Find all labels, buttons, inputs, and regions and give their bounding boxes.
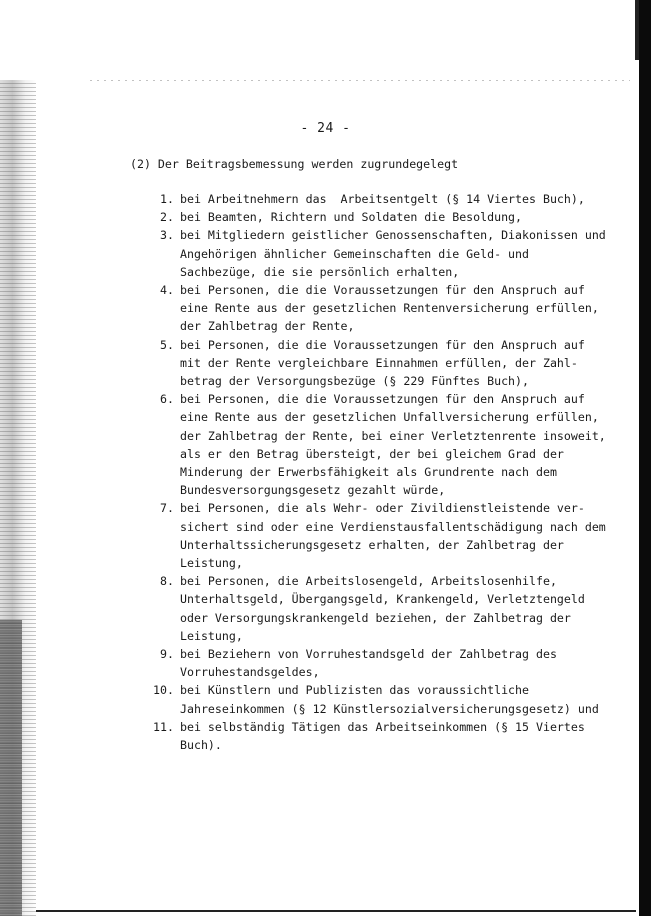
list-item-text: bei Personen, die als Wehr- oder Zivildienstleistende ver- sichert sind oder eine Verdienstausfallentschädigung nach dem Unterhaltssicherungsgesetz erhalten, der Zahlbetrag der Leistung, [180,501,606,571]
list-item [140,336,620,391]
list-item-number: 10. [153,683,174,698]
list-item-text: bei Arbeitnehmern das Arbeitsentgelt (§ 14 Viertes Buch), [180,192,585,206]
page-number: - 24 - [300,121,351,136]
scan-top-line [90,80,630,81]
list-item-number: 8. [160,574,174,589]
list-item [140,226,620,281]
list-item [140,390,620,499]
list-item-number: 1. [160,192,174,206]
list-item-number: 3. [160,228,174,243]
list-item [140,208,620,226]
list-item [140,718,620,754]
list-item-number: 6. [160,392,174,407]
list-item-number: 5. [160,337,174,352]
list-item-text: bei Mitgliedern geistlicher Genossenschaften, Diakonissen und Angehörigen ähnlicher Gemeinschaften die Geld- und Sachbezüge, die sie persönlich erhalten, [180,228,606,279]
list-item [140,190,620,208]
section-heading: (2) Der Beitragsbemessung werden zugrundegelegt [130,157,459,171]
scan-edge-right-top [635,0,639,60]
scan-edge-left-dark [0,620,22,916]
list-item-number: 2. [160,210,174,225]
list-item-text: bei Künstlern und Publizisten das voraussichtliche Jahreseinkommen (§ 12 Künstlersozialversicherungsgesetz) und [180,683,599,716]
list-item-text: bei Personen, die die Voraussetzungen für den Anspruch auf mit der Rente vergleichbare Einnahmen erfüllen, der Zahl- betrag der Versorgungsbezüge (§ 229 Fünftes Buch), [180,337,585,389]
list-item-number: 7. [160,501,174,516]
list-item [140,681,620,717]
list-item-text: bei Personen, die Arbeitslosengeld, Arbeitslosenhilfe, Unterhaltsgeld, Übergangsgeld, Krankengeld, Verletztengeld oder Versorgungskrankengeld beziehen, der Zahlbetrag der Leistung, [180,574,585,643]
list-item-text: bei selbständig Tätigen das Arbeitseinkommen (§ 15 Viertes Buch). [180,719,585,753]
list-item [140,281,620,336]
list-item-text: bei Personen, die die Voraussetzungen für den Anspruch auf eine Rente aus der gesetzlichen Unfallversicherung erfüllen, der Zahlbetrag der Rente, bei einer Verletztenrente insoweit, als er den Betrag übersteigt, der bei gleichem Grad der Minderung der Erwerbsfähigkeit als Grundrente nach dem Bundesversorgungsgesetz gezahlt würde, [180,392,606,498]
list-item-number: 11. [153,719,174,734]
list-item-text: bei Beziehern von Vorruhestandsgeld der Zahlbetrag des Vorruhestandsgeldes, [180,647,557,680]
scan-edge-right [639,0,651,916]
enumerated-list [140,190,620,754]
list-item-text: bei Beamten, Richtern und Soldaten die Besoldung, [180,210,523,225]
list-item [140,645,620,681]
scan-bottom-line [36,910,636,912]
list-item [140,572,620,645]
list-item-number: 4. [160,283,174,298]
list-item-text: bei Personen, die die Voraussetzungen für den Anspruch auf eine Rente aus der gesetzlichen Rentenversicherung erfüllen, der Zahlbetrag der Rente, [180,283,599,334]
list-item-number: 9. [160,647,174,662]
list-item [140,499,620,572]
